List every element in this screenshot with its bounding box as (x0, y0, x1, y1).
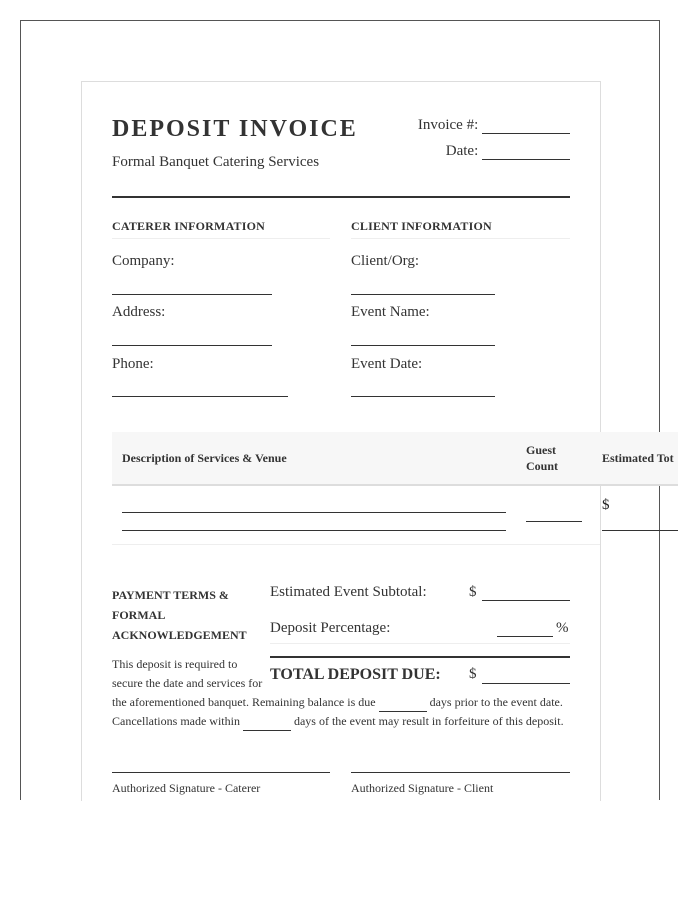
client-section-heading: CLIENT INFORMATION (351, 219, 570, 239)
percent-symbol: % (556, 620, 569, 636)
estimated-total-field[interactable] (602, 530, 678, 531)
header-divider (112, 196, 570, 198)
guest-count-header-line2: Count (526, 459, 559, 473)
invoice-number-field[interactable] (482, 117, 570, 134)
deposit-percentage-field[interactable] (497, 636, 553, 637)
terms-text-line4-start: Cancellations made within (112, 714, 240, 728)
total-deposit-label: TOTAL DEPOSIT DUE: (270, 666, 441, 683)
terms-text-line4 (112, 712, 564, 731)
deposit-percentage-label: Deposit Percentage: (270, 620, 391, 636)
caterer-phone-field[interactable] (112, 396, 288, 397)
caterer-phone-label: Phone: (112, 356, 154, 372)
total-deposit-currency: $ (469, 666, 477, 682)
event-date-label: Event Date: (351, 356, 423, 372)
caterer-address-field[interactable] (112, 345, 272, 346)
subtotal-currency: $ (469, 584, 477, 600)
guest-count-field[interactable] (526, 521, 582, 522)
payment-heading-line2: FORMAL (112, 608, 166, 622)
description-line-2[interactable] (122, 530, 506, 531)
caterer-address-label: Address: (112, 304, 166, 320)
client-signature-label: Authorized Signature - Client (351, 781, 494, 795)
date-field[interactable] (482, 143, 570, 160)
invoice-title: DEPOSIT INVOICE (112, 116, 358, 142)
total-deposit-field[interactable] (482, 683, 570, 684)
client-signature-field[interactable] (351, 772, 570, 773)
subtotal-label: Estimated Event Subtotal: (270, 584, 427, 600)
invoice-subtitle: Formal Banquet Catering Services (112, 154, 320, 170)
cancellation-days-field[interactable] (243, 717, 291, 731)
summary-divider (270, 643, 570, 644)
terms-text-line2: secure the date and services for (112, 676, 263, 690)
description-line-1[interactable] (122, 512, 506, 513)
caterer-company-field[interactable] (112, 294, 272, 295)
terms-text-line3-end: days prior to the event date. (429, 695, 563, 709)
caterer-signature-label: Authorized Signature - Caterer (112, 781, 261, 795)
invoice-number-row (400, 117, 570, 134)
caterer-company-label: Company: (112, 253, 175, 269)
subtotal-field[interactable] (482, 600, 570, 601)
description-column-header: Description of Services & Venue (122, 451, 287, 465)
estimated-total-currency: $ (602, 497, 610, 513)
table-row-border (112, 544, 600, 545)
payment-heading-line1: PAYMENT TERMS & (112, 588, 229, 602)
payment-terms-heading (112, 585, 262, 645)
date-label: Date: (445, 143, 479, 159)
invoice-number-label: Invoice #: (417, 117, 479, 133)
caterer-signature-field[interactable] (112, 772, 330, 773)
total-divider (270, 656, 570, 658)
guest-count-header-line1: Guest (526, 443, 556, 457)
terms-text-line3 (112, 693, 563, 712)
date-row (400, 143, 570, 160)
client-org-label: Client/Org: (351, 253, 420, 269)
terms-text-line1: This deposit is required to (112, 657, 238, 671)
estimated-total-header: Estimated Tot (602, 451, 674, 465)
event-date-field[interactable] (351, 396, 495, 397)
terms-text-line4-end: days of the event may result in forfeiture of this deposit. (293, 714, 564, 728)
payment-heading-line3: ACKNOWLEDGEMENT (112, 628, 247, 642)
terms-text-line3-start: the aforementioned banquet. Remaining balance is due (112, 695, 376, 709)
client-org-field[interactable] (351, 294, 495, 295)
event-name-field[interactable] (351, 345, 495, 346)
balance-days-field[interactable] (379, 698, 427, 712)
caterer-section-heading: CATERER INFORMATION (112, 219, 330, 239)
event-name-label: Event Name: (351, 304, 430, 320)
